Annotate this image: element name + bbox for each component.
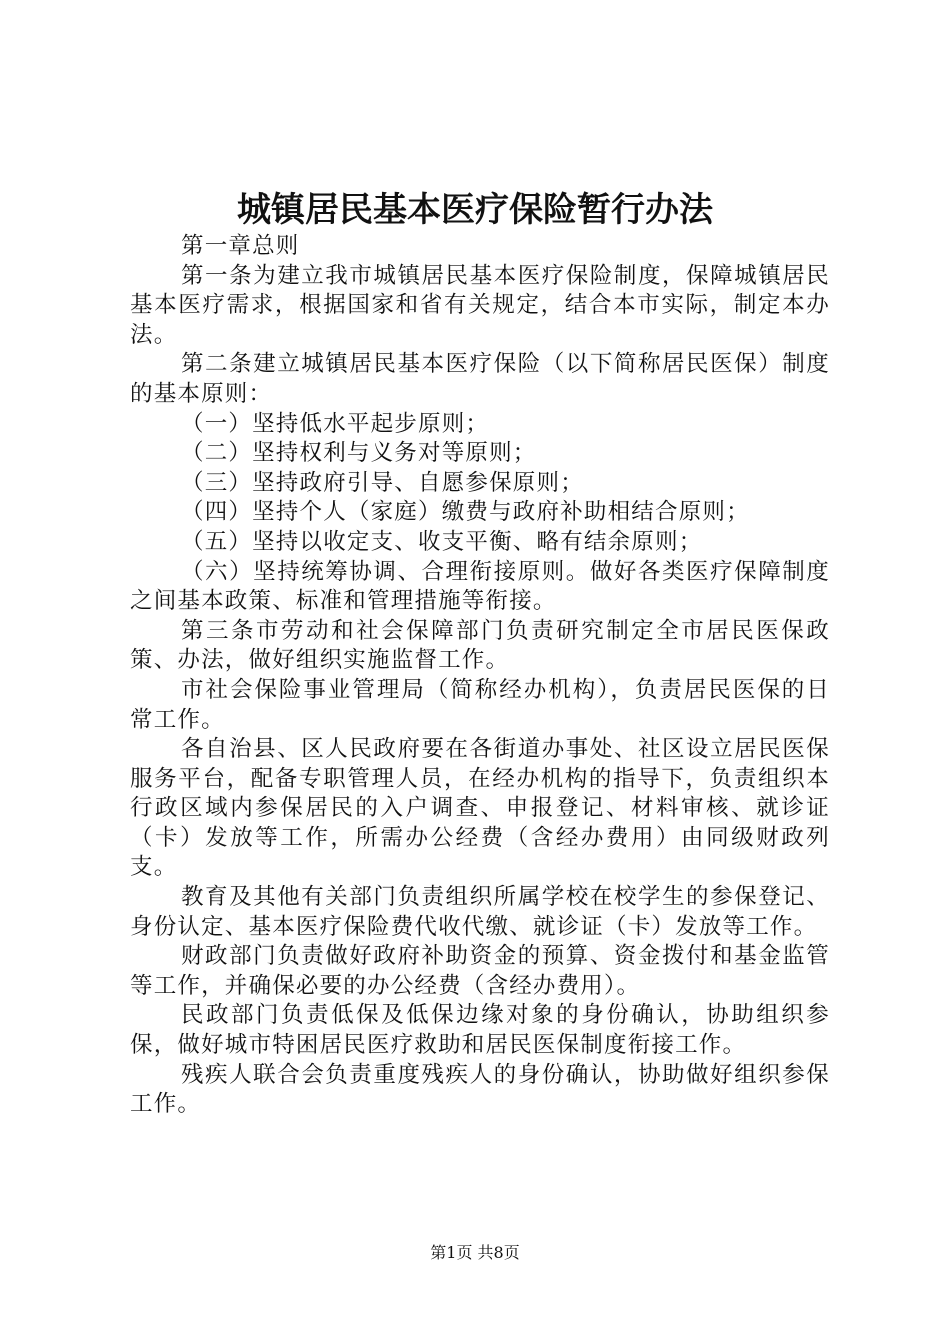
chapter-heading: 第一章总则 — [181, 233, 300, 259]
page-number-footer: 第1页 共8页 — [430, 1243, 520, 1262]
paragraph: 民政部门负责低保及低保边缘对象的身份确认，协助组织参保，做好城市特困居民医疗救助和居民医保制度衔接工作。 — [130, 1002, 830, 1059]
paragraph: 财政部门负责做好政府补助资金的预算、资金拨付和基金监管等工作，并确保必要的办公经费（含经办费用）。 — [130, 943, 830, 999]
paragraph: 各自治县、区人民政府要在各街道办事处、社区设立居民医保服务平台，配备专职管理人员，在经办机构的指导下，负责组织本行政区域内参保居民的入户调查、申报登记、材料审核、就诊证（卡）发放等工作，所需办公经费（含经办费用）由同级财政列支。 — [130, 736, 830, 881]
list-item: （四）坚持个人（家庭）缴费与政府补助相结合原则； — [181, 499, 750, 526]
list-item: （三）坚持政府引导、自愿参保原则； — [181, 469, 584, 496]
paragraph: 第三条市劳动和社会保障部门负责研究制定全市居民医保政策、办法，做好组织实施监督工作。 — [130, 617, 830, 674]
document-title: 城镇居民基本医疗保险暂行办法 — [237, 190, 713, 230]
paragraph: 第一条为建立我市城镇居民基本医疗保险制度，保障城镇居民基本医疗需求，根据国家和省有关规定，结合本市实际，制定本办法。 — [130, 262, 830, 348]
paragraph: 第二条建立城镇居民基本医疗保险（以下简称居民医保）制度的基本原则： — [130, 351, 830, 407]
list-item: （一）坚持低水平起步原则； — [181, 410, 490, 437]
list-item: （六）坚持统筹协调、合理衔接原则。做好各类医疗保障制度之间基本政策、标准和管理措施等衔接。 — [130, 558, 830, 615]
paragraph: 残疾人联合会负责重度残疾人的身份确认，协助做好组织参保工作。 — [130, 1061, 830, 1118]
list-item: （五）坚持以收定支、收支平衡、略有结余原则； — [181, 528, 703, 555]
paragraph: 市社会保险事业管理局（简称经办机构），负责居民医保的日常工作。 — [130, 676, 830, 733]
list-item: （二）坚持权利与义务对等原则； — [181, 440, 537, 467]
document-body — [130, 232, 830, 1120]
paragraph: 教育及其他有关部门负责组织所属学校在校学生的参保登记、身份认定、基本医疗保险费代收代缴、就诊证（卡）发放等工作。 — [130, 884, 830, 940]
